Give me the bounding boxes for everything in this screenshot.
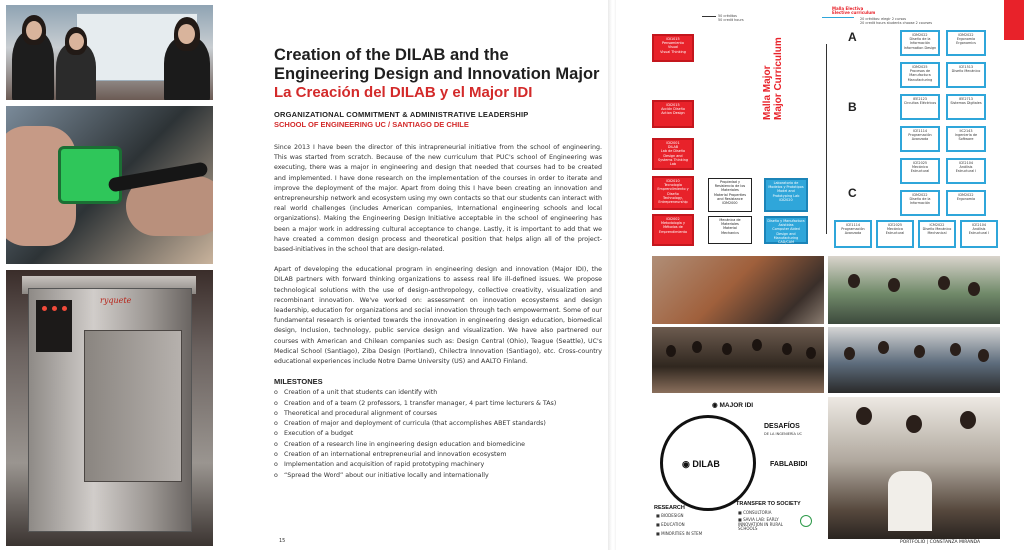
course-text: Información xyxy=(909,41,931,46)
course-code: ICM2022 xyxy=(929,223,945,227)
person-head xyxy=(806,347,816,359)
list-item xyxy=(274,440,602,450)
machine-led xyxy=(52,306,57,311)
person-3-face xyxy=(178,24,195,44)
person-1-face xyxy=(26,21,42,40)
research-item-text: MINORITIES IN STEM xyxy=(661,531,703,536)
elective-course xyxy=(918,220,956,248)
course-text: Model and xyxy=(777,189,795,194)
course-text: Metodología y xyxy=(661,221,685,226)
machine-led xyxy=(42,306,47,311)
list-item xyxy=(274,460,602,470)
transfer-item-text: SAVIA LAB: EARLY INNOVATION IN RURAL SCHOOLS xyxy=(738,517,783,531)
course-code: IDM2022 xyxy=(958,193,974,197)
divider xyxy=(702,16,716,17)
person-head xyxy=(692,341,702,353)
milestones-list xyxy=(274,388,602,481)
elective-course xyxy=(876,220,914,248)
machine-door xyxy=(84,330,182,482)
course-text: Propiedad y xyxy=(719,180,741,184)
course-text: Design and Manufacturing xyxy=(773,231,799,240)
bullet: o xyxy=(274,420,278,428)
institution-kicker: SCHOOL OF ENGINEERING UC / SANTIAGO DE CHILE xyxy=(274,120,469,129)
course-text: Material Properties xyxy=(714,192,746,197)
course-text: Entrepreneurship xyxy=(658,200,688,205)
course-text: Technology, xyxy=(662,195,684,200)
dilab-text: DILAB xyxy=(692,459,720,469)
course-methodology xyxy=(652,214,694,246)
course-text: Software xyxy=(958,137,974,142)
person-head xyxy=(968,282,980,296)
course-text: Information Design xyxy=(903,45,937,50)
elective-course xyxy=(946,190,986,216)
page-number: 15 xyxy=(279,538,286,544)
elective-title-en: Elective curriculum xyxy=(832,10,876,16)
course-text: Diseño de la xyxy=(909,197,931,202)
person-head xyxy=(888,278,900,292)
course-text: Material xyxy=(723,226,737,231)
curriculum-title-es: Malla Major xyxy=(762,65,773,120)
person-head xyxy=(666,345,676,357)
course-action-design xyxy=(652,100,694,128)
course-code: IDI2020 xyxy=(779,197,793,202)
dilab-icon: ◉ xyxy=(682,459,690,469)
milestone-text: Creation of a research line in engineering design education and biomedicine xyxy=(284,440,526,448)
bullet: o xyxy=(274,430,278,438)
research-item: ■ MINORITIES IN STEM xyxy=(656,531,703,536)
course-text: Análisis xyxy=(959,165,973,170)
milestone-text: Execution of a budget xyxy=(284,430,354,438)
course-text: Análisis xyxy=(972,227,986,232)
photo-group-outdoors xyxy=(828,256,1000,324)
course-prototyping-lab xyxy=(764,178,808,212)
person-head xyxy=(978,349,989,362)
course-text: Sistemas Digitales xyxy=(950,101,982,106)
machine-logo: ryquete xyxy=(100,296,132,305)
credits-label xyxy=(718,14,744,22)
column-divider xyxy=(826,44,827,234)
course-text: Ergonomía xyxy=(956,197,976,202)
course-text: Visual Thinking xyxy=(660,49,686,54)
fablab-label: FABLABIDI xyxy=(770,461,808,468)
milestones-heading: MILESTONES xyxy=(274,377,323,387)
title-spanish: La Creación del DILAB y el Major IDI xyxy=(274,84,533,101)
research-item: ■ BIODESIGN xyxy=(656,513,684,518)
transfer-item: ■ CONSULTORIA xyxy=(738,510,772,515)
course-text: Diseño y Manufactura xyxy=(767,219,805,223)
course-text: Mecánica xyxy=(887,227,903,232)
person-head xyxy=(848,274,860,288)
course-text: Design and xyxy=(663,153,683,158)
course-code: IDM2000 xyxy=(722,201,738,206)
elective-course xyxy=(900,30,940,56)
list-item xyxy=(274,409,602,419)
red-corner-tab xyxy=(1004,0,1024,40)
list-item xyxy=(274,471,602,481)
green-device xyxy=(58,146,122,204)
transfer-item-text: CONSULTORIA xyxy=(743,510,772,515)
research-item-text: EDUCATION xyxy=(661,522,685,527)
elective-title xyxy=(832,7,875,15)
major-idi-text: MAJOR IDI xyxy=(719,402,754,409)
person-2-face xyxy=(69,33,84,50)
course-text: Métodos de xyxy=(663,225,683,230)
course-code: IDI2010 xyxy=(666,179,680,183)
elective-credits-es: 20 créditos: elegir 2 cursos xyxy=(860,17,907,21)
elective-course xyxy=(946,62,986,88)
course-text: Estructural I xyxy=(968,231,990,236)
course-code: ICE2025 xyxy=(887,223,903,227)
elective-course xyxy=(946,126,986,152)
curriculum-vertical-title xyxy=(762,37,784,120)
person-head xyxy=(722,343,732,355)
elective-course xyxy=(946,94,986,120)
photo-workshop-group xyxy=(828,327,1000,393)
course-tech-entrepreneurship xyxy=(652,176,694,210)
credits-label-en: 50 credit hours xyxy=(718,18,744,23)
paragraph-1: Since 2013 I have been the director of this intrapreneurial initiative from the school of engineering. This was started from scratch. Because of the new curriculum that PUC's school of Engineering was executing, there was a major in engineering and design that needed that courses had to be created and implemented. I have done research on the implementation of the courses in order to iterate and improve the deployment of the major. Apart from doing this I have been creating an innovation and entrepreneurship network and ecosystem using my own contacts so that our students can interact with real world challenges (includes American companies, International engineering schools and local organizations). Making the Engineering Design Initiative acceptable in the school of engineering has been a major work in addressing cultural acceptance to change. Lastly, it is important to add that we have created a common design process and theoretical position that helps align all of the project-based-initiatives in the school that are design-related. xyxy=(274,144,602,254)
milestone-text: Creation of an international entrepreneurial and innovation ecosystem xyxy=(284,451,507,459)
course-code: IEE2123 xyxy=(913,97,927,101)
course-text: Resistencia de los xyxy=(714,184,746,189)
course-code: IDM2025 xyxy=(912,65,928,69)
title-english-line-2: Engineering Design and Innovation Major xyxy=(274,65,600,83)
course-code: IDM2022 xyxy=(958,33,974,37)
list-item xyxy=(274,399,602,409)
course-text: Tecnología xyxy=(664,183,682,188)
course-text: Lab de Diseño xyxy=(660,149,686,154)
bullet: o xyxy=(274,389,278,397)
machine-led xyxy=(62,306,67,311)
list-item xyxy=(274,450,602,460)
right-page xyxy=(616,0,1024,550)
title-english-line-1: Creation of the DILAB and the xyxy=(274,46,509,64)
course-text: Action Design xyxy=(661,111,685,116)
track-letter-c: C xyxy=(848,186,857,200)
track-letter-b: B xyxy=(848,100,857,114)
elective-title-es: Malla Electiva xyxy=(832,6,864,11)
elective-course xyxy=(900,62,940,88)
course-text: Procesos de xyxy=(909,69,931,74)
person-head xyxy=(914,345,925,358)
person-head xyxy=(906,415,922,433)
course-text: Modelos y Prototipos xyxy=(768,185,804,190)
person-head xyxy=(844,347,855,360)
course-cad-cam xyxy=(764,216,808,244)
course-code: IIC2143 xyxy=(959,129,973,133)
course-text: Diseño Mecánico xyxy=(951,69,981,74)
milestone-text: Implementation and acquisition of rapid prototyping machinery xyxy=(284,461,485,469)
course-text: Estructural I xyxy=(955,169,977,174)
course-text: Mecánica xyxy=(912,165,928,170)
course-text: Avanzada xyxy=(911,137,929,142)
photo-team-group xyxy=(652,327,824,393)
elective-course xyxy=(834,220,872,248)
curriculum-chart xyxy=(616,0,1024,250)
list-item xyxy=(274,419,602,429)
course-text: Circuitos Eléctricos xyxy=(903,101,937,106)
milestone-text: “Spread the Word” about our initiative locally and internationally xyxy=(284,471,489,479)
course-code: IDI2015 xyxy=(666,103,680,107)
milestone-text: Creation of a unit that students can identify with xyxy=(284,389,438,397)
course-text: Asistidas xyxy=(778,223,794,228)
course-text: Manufactura xyxy=(909,73,931,78)
bullet: o xyxy=(274,440,278,448)
major-idi-label xyxy=(712,401,753,409)
bullet: o xyxy=(274,399,278,407)
person-head xyxy=(752,339,762,351)
bullet: o xyxy=(274,461,278,469)
dilab-diagram xyxy=(652,397,824,539)
course-text: Materiales xyxy=(721,222,739,227)
person-head xyxy=(878,341,889,354)
photo-students-with-poster xyxy=(6,5,213,100)
course-text: Materiales xyxy=(721,188,739,193)
person-head xyxy=(782,343,792,355)
desafios-label: DESAFÍOS xyxy=(764,423,800,430)
course-text: Computer Aided xyxy=(772,227,800,232)
transfer-item: ■ SAVIA LAB: EARLY INNOVATION IN RURAL SCHOOLS xyxy=(738,517,783,531)
course-text: Systems Thinking Lab xyxy=(657,157,688,167)
elective-course xyxy=(946,158,986,184)
article-column xyxy=(274,46,602,481)
course-code: IEE2713 xyxy=(959,97,973,101)
course-code: IDM2022 xyxy=(912,193,928,197)
milestone-text: Creation and of a team (2 professors, 1 transfer manager, 4 part time lecturers & TAs) xyxy=(284,399,557,407)
research-heading: RESEARCH xyxy=(654,505,685,511)
course-code: IDI2001 xyxy=(666,141,680,145)
course-text: Emprendimiento y xyxy=(657,187,689,192)
divider xyxy=(822,17,854,18)
course-text: Prototyping Lab xyxy=(772,193,800,198)
elective-credits-en: 20 credit hours students choose 2 courses xyxy=(860,21,933,26)
course-text: Avanzada xyxy=(844,231,862,236)
research-item: ■ EDUCATION xyxy=(656,522,685,527)
course-text: Mechanics xyxy=(721,230,739,235)
course-visual-thinking xyxy=(652,34,694,62)
person-head xyxy=(960,411,976,429)
course-text: Programación xyxy=(841,227,865,232)
course-text: Emprendimiento xyxy=(658,229,688,234)
course-material-properties xyxy=(708,178,752,212)
person-head xyxy=(938,276,950,290)
course-text: Diseño Mecánico xyxy=(922,227,952,232)
course-code: ICE1114 xyxy=(912,129,928,133)
major-icon: ◉ xyxy=(712,402,718,409)
course-code: IDI2002 xyxy=(666,217,680,221)
course-text: Manufacturing xyxy=(907,77,933,82)
research-item-text: BIODESIGN xyxy=(661,513,684,518)
paragraph-2: Apart of developing the educational program in engineering design and innovation (Major IDI), the DILAB partners with forward thinking organizations to assess real life ill-defined issues. We propose technological solutions with the use of design-anthropology, collective creativity, visualization and recombinant innovation. We've worked on: assessment on innovation ecosystems and design leadership, education for organizations and social innovation through tech empowerment. Some of our fundamental research is oriented towards the innovation in engineering design education, biomedical design, Inclusion, technology, public service design and visualization. We have also partnered our courses with American and Chilean companies such as: Design Central (Ohio), Teague (Seattle), UC's Medical School (Santiago), Ziba Design (Portland), Chilectra Innovation (Santiago), etc. Cross-country educational experiences include Notre Dame University (US) and AALTO Finland. xyxy=(274,266,602,366)
elective-credits xyxy=(860,17,932,25)
elective-course xyxy=(900,158,940,184)
list-item xyxy=(274,429,602,439)
bullet: o xyxy=(274,451,278,459)
savia-leaf-icon xyxy=(800,515,812,527)
course-text: Programación xyxy=(908,133,932,138)
course-text: Diseño de la xyxy=(909,37,931,42)
course-text: Ingeniería de xyxy=(954,133,978,138)
list-item xyxy=(274,388,602,398)
course-text: Estructural xyxy=(910,169,930,174)
course-text: Mecánica de xyxy=(719,218,741,222)
course-code: CAD/CAM xyxy=(777,240,795,245)
course-text: Diseño xyxy=(667,191,679,196)
course-text: DILAB xyxy=(667,145,679,150)
credits-label-es: 50 créditos xyxy=(718,14,737,18)
course-text: Estructural xyxy=(885,231,905,236)
course-text: Ergonomía xyxy=(956,37,976,42)
course-code: ICE2104 xyxy=(971,223,987,227)
page-footer: PORTFOLIO | CONSTANZA MIRANDA xyxy=(900,540,981,545)
bullet: o xyxy=(274,409,278,417)
course-text: Acción Diseño xyxy=(661,107,685,112)
course-text: and Resistance xyxy=(717,196,743,201)
desafios-sub: DE LA INGENIERÍA UC xyxy=(764,432,802,436)
photo-students-workshop xyxy=(828,397,1000,539)
curriculum-title-en: Major Curriculum xyxy=(773,37,784,120)
course-text: Ergonomics xyxy=(956,41,976,46)
person-head xyxy=(856,407,872,425)
milestone-text: Creation of major and deployment of curricula (that accomplishes ABET standards) xyxy=(284,420,546,428)
elective-course xyxy=(960,220,998,248)
course-dilab xyxy=(652,138,694,170)
course-text: Laboratorio de xyxy=(773,181,799,185)
elective-course xyxy=(900,94,940,120)
track-letter-a: A xyxy=(848,30,857,44)
dilab-label xyxy=(682,459,720,470)
course-code: ICE1513 xyxy=(958,65,974,69)
milestone-text: Theoretical and procedural alignment of courses xyxy=(284,409,438,417)
course-text: Mechanical xyxy=(927,231,947,236)
course-text: Pensamiento xyxy=(662,41,684,46)
course-code: ICE2025 xyxy=(912,161,928,165)
course-text: Visual xyxy=(667,45,679,50)
bullet: o xyxy=(274,471,278,479)
course-code: ICE2104 xyxy=(958,161,974,165)
course-code: IDM2022 xyxy=(912,33,928,37)
person-shirt xyxy=(888,471,932,531)
section-kicker: ORGANIZATIONAL COMMITMENT & ADMINISTRATIVE LEADERSHIP xyxy=(274,110,529,119)
photo-prototype-closeup xyxy=(652,256,824,324)
transfer-heading: TRANSFER TO SOCIETY xyxy=(736,501,801,507)
elective-course xyxy=(900,190,940,216)
course-code: IDI1015 xyxy=(666,37,680,41)
person-head xyxy=(950,343,961,356)
course-text: Información xyxy=(909,201,931,206)
elective-course xyxy=(900,126,940,152)
course-code: ICE1114 xyxy=(845,223,861,227)
course-material-mechanics xyxy=(708,216,752,244)
elective-course xyxy=(946,30,986,56)
